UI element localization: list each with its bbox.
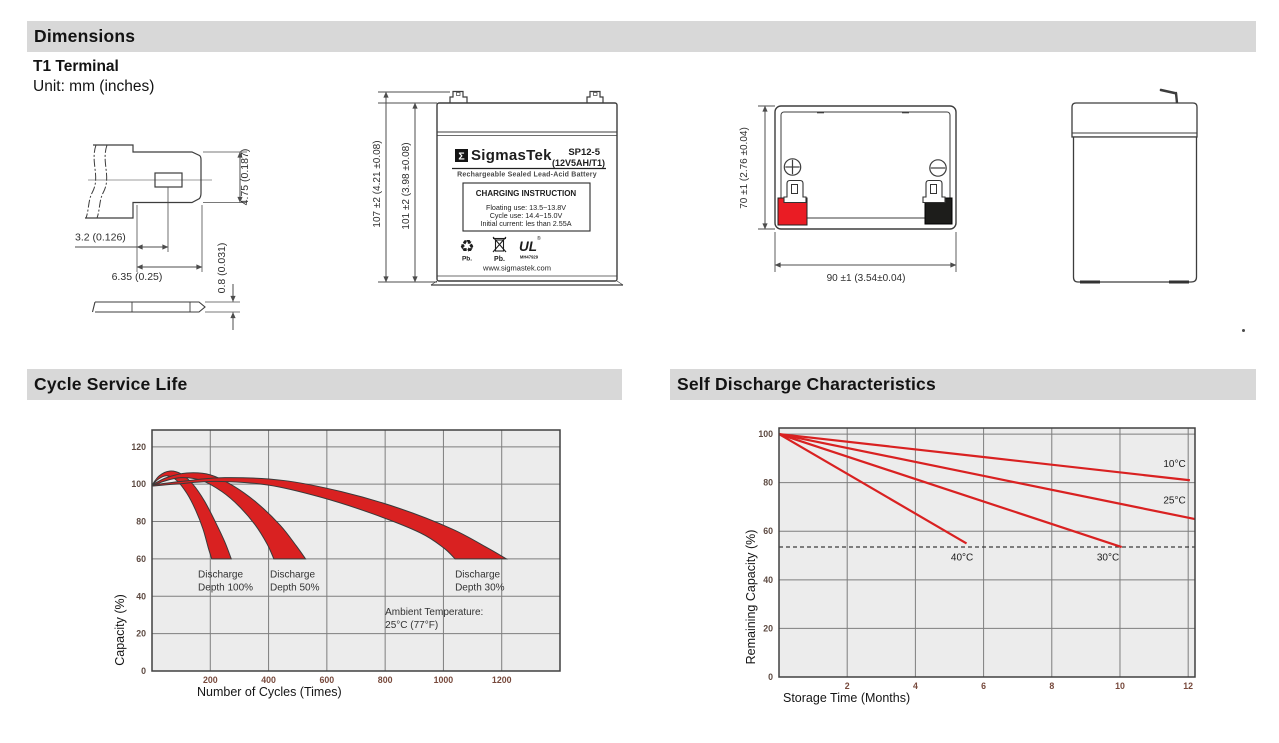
svg-text:40°C: 40°C bbox=[950, 552, 974, 564]
svg-text:8: 8 bbox=[1049, 681, 1055, 691]
battery-side-view-drawing bbox=[1060, 80, 1210, 295]
charging-line: Initial current: les than 2.55A bbox=[480, 219, 572, 228]
svg-text:100: 100 bbox=[131, 479, 146, 490]
website-text: www.sigmastek.com bbox=[483, 263, 551, 273]
cycle-service-life-chart bbox=[95, 415, 565, 725]
svg-text:0: 0 bbox=[141, 666, 146, 676]
svg-text:60: 60 bbox=[136, 553, 146, 564]
svg-text:600: 600 bbox=[319, 675, 335, 685]
break-line bbox=[97, 145, 107, 218]
svg-text:12: 12 bbox=[1183, 681, 1194, 691]
svg-text:200: 200 bbox=[202, 675, 218, 685]
svg-text:10°C: 10°C bbox=[1163, 458, 1186, 470]
svg-text:1200: 1200 bbox=[491, 675, 512, 685]
section-header-dimensions: Dimensions bbox=[27, 21, 1256, 52]
svg-text:0: 0 bbox=[768, 672, 773, 682]
svg-text:2: 2 bbox=[844, 681, 850, 691]
ul-file-number: MH47929 bbox=[519, 254, 539, 260]
unit-note: Unit: mm (inches) bbox=[33, 78, 155, 95]
svg-text:Number of Cycles (Times): Number of Cycles (Times) bbox=[197, 685, 342, 699]
ul-mark-icon: UL bbox=[519, 239, 537, 254]
svg-text:Remaining Capacity (%): Remaining Capacity (%) bbox=[744, 529, 758, 665]
svg-text:DischargeDepth 30%: Discharge Depth 30% bbox=[455, 569, 505, 594]
battery-rear-view-drawing bbox=[710, 85, 980, 290]
svg-text:40: 40 bbox=[763, 574, 773, 585]
svg-text:Capacity (%): Capacity (%) bbox=[113, 594, 127, 666]
svg-text:800: 800 bbox=[377, 675, 393, 685]
brand-name: SigmasTek bbox=[471, 147, 552, 164]
terminal-tab-right bbox=[587, 92, 603, 104]
charging-line: Cycle use: 14.4~15.0V bbox=[489, 211, 563, 220]
svg-text:Ambient Temperature:25°C (77°F: Ambient Temperature: 25°C (77°F) bbox=[385, 606, 484, 631]
side-terminal-tab bbox=[1176, 93, 1177, 103]
label-subtitle: Rechargeable Sealed Lead-Acid Battery bbox=[457, 171, 597, 179]
sigma-glyph: Σ bbox=[458, 150, 465, 163]
blade-thickness-view bbox=[93, 302, 206, 312]
bin-caption: Pb. bbox=[494, 256, 505, 263]
self-discharge-chart bbox=[720, 415, 1220, 725]
dim-terminal-height: 4.75 (0.187) bbox=[239, 148, 251, 206]
dim-terminal-width: 6.35 (0.25) bbox=[111, 271, 163, 283]
terminal-tab-left bbox=[450, 92, 467, 104]
side-outline bbox=[1072, 90, 1197, 282]
svg-text:DischargeDepth 50%: Discharge Depth 50% bbox=[270, 569, 320, 594]
terminal-outline bbox=[85, 145, 212, 312]
terminal-type-title: T1 Terminal bbox=[33, 58, 119, 75]
svg-text:25°C: 25°C bbox=[1163, 495, 1186, 507]
svg-text:40: 40 bbox=[136, 591, 146, 602]
model-number: SP12-5 bbox=[568, 147, 600, 158]
charging-line: Floating use: 13.5~13.8V bbox=[485, 203, 567, 212]
svg-text:60: 60 bbox=[763, 526, 773, 537]
ul-registered-mark: ® bbox=[537, 236, 541, 242]
svg-text:6: 6 bbox=[981, 681, 987, 691]
section-header-self-discharge: Self Discharge Characteristics bbox=[670, 369, 1256, 400]
svg-text:20: 20 bbox=[763, 623, 773, 634]
side-terminal-tab bbox=[1161, 90, 1175, 93]
svg-text:80: 80 bbox=[136, 516, 146, 527]
charging-title: CHARGING INSTRUCTION bbox=[475, 189, 577, 198]
svg-text:100: 100 bbox=[758, 429, 773, 440]
dim-overall-height: 107 ±2 (4.21 ±0.08) bbox=[372, 140, 383, 228]
dim-rear-width: 90 ±1 (3.54±0.04) bbox=[826, 273, 906, 284]
recycle-caption: Pb. bbox=[461, 255, 473, 263]
svg-text:Storage Time (Months): Storage Time (Months) bbox=[783, 691, 911, 705]
svg-text:1000: 1000 bbox=[433, 675, 454, 685]
battery-front-view-drawing bbox=[360, 80, 650, 305]
svg-text:DischargeDepth 100%: Discharge Depth 100% bbox=[198, 569, 254, 594]
svg-text:30°C: 30°C bbox=[1096, 552, 1120, 564]
terminal-note-block bbox=[33, 57, 154, 97]
model-spec: (12V5AH/T1) bbox=[551, 158, 605, 168]
positive-terminal-icon bbox=[784, 159, 800, 175]
faston-tab bbox=[784, 181, 806, 203]
dim-case-height: 101 ±2 (3.98 ±0.08) bbox=[401, 142, 412, 230]
recycle-pb-icon: ♻ bbox=[459, 237, 475, 256]
break-line bbox=[86, 145, 96, 218]
svg-text:20: 20 bbox=[136, 628, 146, 639]
svg-text:80: 80 bbox=[763, 477, 773, 488]
svg-text:120: 120 bbox=[131, 441, 146, 452]
svg-text:10: 10 bbox=[1115, 681, 1125, 691]
terminal-detail-drawing bbox=[55, 135, 325, 335]
stray-dot bbox=[1242, 329, 1245, 332]
faston-tab bbox=[923, 181, 945, 203]
dim-terminal-hole-offset: 3.2 (0.126) bbox=[75, 231, 126, 244]
section-header-cycle-service-life: Cycle Service Life bbox=[27, 369, 622, 400]
svg-text:400: 400 bbox=[261, 675, 276, 685]
svg-text:4: 4 bbox=[912, 681, 918, 691]
dim-terminal-thickness: 0.8 (0.031) bbox=[216, 242, 228, 294]
dim-rear-height: 70 ±1 (2.76 ±0.04) bbox=[739, 127, 750, 209]
